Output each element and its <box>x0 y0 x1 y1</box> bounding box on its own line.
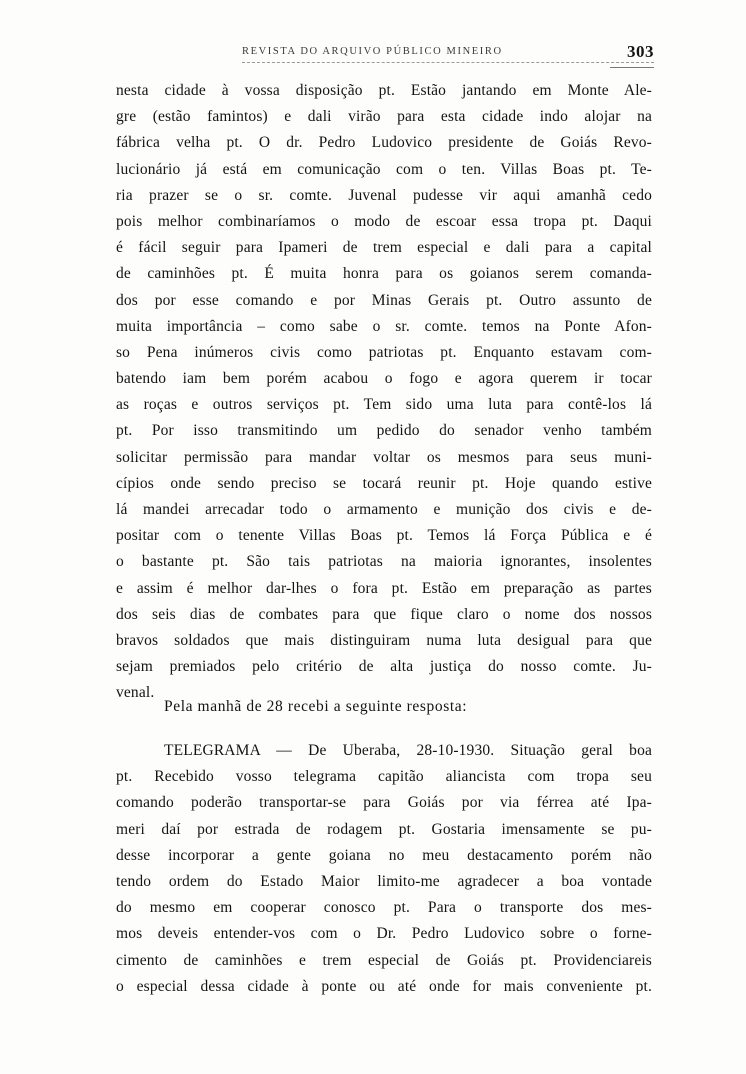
text-line: mos deveis entender-vos com o Dr. Pedro Ludovico sobre o forne- <box>116 925 652 943</box>
text-line: positar com o tenente Villas Boas pt. Temos lá Força Pública e é <box>116 527 652 545</box>
text-line: nesta cidade à vossa disposição pt. Estão jantando em Monte Ale- <box>116 82 652 99</box>
text-line: batendo iam bem porém acabou o fogo e agora querem ir tocar <box>116 370 652 388</box>
text-line: de caminhões pt. É muita honra para os goianos serem comanda- <box>116 265 652 283</box>
text-line: pt. Por isso transmitindo um pedido do senador venho também <box>116 422 652 440</box>
telegram-paragraph <box>116 738 652 1000</box>
text-line: muita importância – como sabe o sr. comte. temos na Ponte Afon- <box>116 317 652 335</box>
header-rule <box>242 62 654 63</box>
text-line: Pela manhã de 28 recebi a seguinte resposta: <box>164 698 468 715</box>
text-line: pt. Recebido vosso telegrama capitão aliancista com tropa seu <box>116 768 652 786</box>
text-line: lucionário já está em comunicação com o ten. Villas Boas pt. Te- <box>116 160 652 178</box>
text-line: so Pena inúmeros civis como patriotas pt. Enquanto estavam com- <box>116 343 652 361</box>
text-line: sejam premiados pelo critério de alta justiça do nosso comte. Ju- <box>116 658 652 676</box>
text-line: e assim é melhor dar-lhes o fora pt. Estão em preparação as partes <box>116 579 652 597</box>
text-line: as roças e outros serviços pt. Tem sido uma luta para contê-los lá <box>116 396 652 414</box>
text-line: meri daí por estrada de rodagem pt. Gostaria imensamente se pu- <box>116 820 652 838</box>
text-line: o bastante pt. São tais patriotas na maioria ignorantes, insolentes <box>116 553 652 571</box>
text-line: desse incorporar a gente goiana no meu destacamento porém não <box>116 846 652 864</box>
text-line: gre (estão famintos) e dali virão para esta cidade indo alojar na <box>116 108 652 126</box>
text-line: TELEGRAMA — De Uberaba, 28-10-1930. Situação geral boa <box>164 742 652 759</box>
text-line: dos seis dias de combates para que fique claro o nome dos nossos <box>116 605 652 623</box>
text-line: dos por esse comando e por Minas Gerais pt. Outro assunto de <box>116 291 652 309</box>
text-line: é fácil seguir para Ipameri de trem especial e dali para a capital <box>116 239 652 257</box>
text-line: venal. <box>116 684 155 702</box>
text-line: do mesmo em cooperar conosco pt. Para o transporte dos mes- <box>116 899 652 917</box>
running-header <box>116 44 654 62</box>
page-number: 303 <box>627 42 654 61</box>
text-line: fábrica velha pt. O dr. Pedro Ludovico presidente de Goiás Revo- <box>116 134 652 152</box>
text-line: cimento de caminhões e trem especial de Goiás pt. Providenciareis <box>116 951 652 969</box>
text-line: pois melhor combinaríamos o modo de escoar essa tropa pt. Daqui <box>116 212 652 230</box>
text-line: tendo ordem do Estado Maior limito-me agradecer a boa vontade <box>116 872 652 890</box>
text-line: comando poderão transportar-se para Goiás por via férrea até Ipa- <box>116 794 652 812</box>
text-line: o especial dessa cidade à ponte ou até onde for mais conveniente pt. <box>116 977 652 995</box>
text-line: ria prazer se o sr. comte. Juvenal pudesse vir aqui amanhã cedo <box>116 186 652 204</box>
text-line: cípios onde sendo preciso se tocará reunir pt. Hoje quando estive <box>116 474 652 492</box>
body-paragraph <box>116 78 652 707</box>
text-line: lá mandei arrecadar todo o armamento e munição dos civis e de- <box>116 501 652 518</box>
text-line: solicitar permissão para mandar voltar os mesmos para seus muni- <box>116 448 652 466</box>
reply-intro <box>164 694 467 720</box>
running-title: REVISTA DO ARQUIVO PÚBLICO MINEIRO <box>242 46 503 57</box>
page-number-rule <box>610 67 654 68</box>
text-line: bravos soldados que mais distinguiram numa luta desigual para que <box>116 631 652 649</box>
